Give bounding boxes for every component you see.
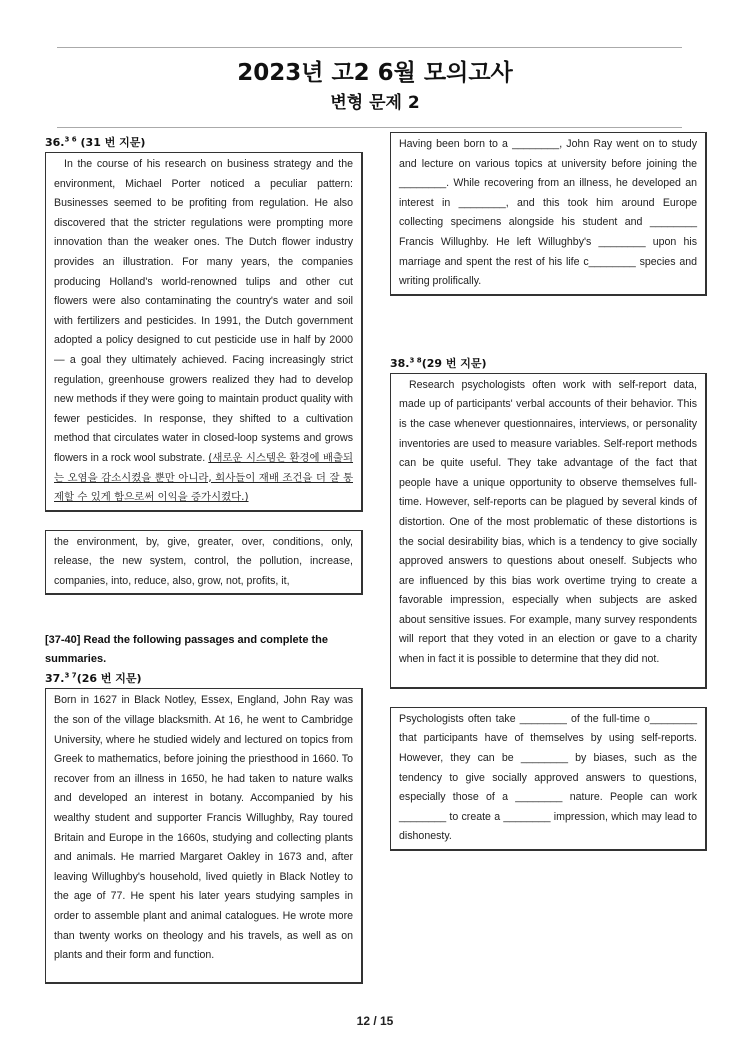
question-38-passage [390, 373, 707, 689]
korean-translation: (새로운 시스템은 환경에 배출되는 오염을 감소시켰을 뿐만 아니라, 회사들이 재배 조건을 더 잘 통제할 수 있게 함으로써 이익을 증가시켰다.) [54, 451, 354, 504]
question-37-heading [45, 671, 363, 686]
question-38-summary [390, 707, 707, 851]
instructions-37-40: [37-40] Read the following passages and complete the summaries. [45, 634, 329, 666]
summary-text: Psychologists often take ________ of the full-time o________ that participants have of themselves by using self-reports. However, they can be ________ by biases, such as the tendency to give socially approved answers to questions, especially those of a ________ nature. People can work ________ to create a ________ impression, which may lead to dishonesty. [399, 712, 697, 843]
passage-text: Born in 1627 in Black Notley, Essex, England, John Ray was the son of the village blacksmith. At 16, he went to Cambridge University, where he studied widely and lectured on topics from Greek to mathematics, before joining the priesthood in 1660. To recover from an illness in 1650, he had taken to nature walks and developed an interest in botany. Accompanied by his wealthy student and supporter Francis Willughby, Ray toured Britain and Europe in the 1660s, studying and collecting plants and animals. He married Margaret Oakley in 1673 and, after leaving Willughby's household, lived quietly in Black Notley to the age of 77. He spent his later years studying samples in order to assemble plant and animal catalogues. He wrote more than twenty works on theology and his travels, as well as on plants and their form and function. [54, 694, 353, 962]
question-36-passage [45, 152, 363, 512]
question-source: (26 번 지문) [76, 672, 142, 686]
summary-text: Having been born to a ________, John Ray went on to study and lecture on various topics at university before joining the ________. While recovering from an illness, he developed an interest in ________, and this took him around Europe collecting specimens alongside his student and ________ Francis Willughby. He left Willughby's ________ upon his marriage and spent the rest of his life c________ species and writing prolifically. [399, 138, 697, 288]
question-37-summary [390, 132, 707, 296]
question-source: (29 번 지문) [421, 356, 487, 370]
passage-text: Research psychologists often work with self-report data, made up of participants' verbal accounts of their behavior. This is the case whenever questionnaires, interviews, or personality inventories are used to measure variables. Self-report methods can be quite useful. They take advantage of the fact that people have a unique opportunity to observe themselves full-time. However, self-reports can be plagued by several kinds of distortion. One of the most problematic of these distortions is the social desirability bias, which is a tendency to give socially approved answers to questions about oneself. Subjects who are influenced by this bias work overtime trying to create a favorable impression, especially when subjects are asked about sensitive issues. For example, many survey respondents will report that they voted in an election or gave to a charity when in fact it is possible to determine that they did not. [399, 378, 697, 666]
right-column [390, 132, 707, 851]
question-36-heading [45, 135, 363, 150]
question-source: (31 번 지문) [80, 136, 146, 149]
question-sup: 3 6 [64, 135, 77, 144]
question-36-word-bank [45, 530, 363, 596]
question-sup: 3 7 [64, 671, 77, 680]
page-title: 2023년 고2 6월 모의고사 [237, 60, 513, 86]
page-subtitle: 변형 문제 2 [330, 93, 420, 113]
question-37-passage [45, 688, 363, 984]
word-bank-text: the environment, by, give, greater, over, conditions, only, release, the new system, control, the pollution, increase, companies, into, reduce, also, grow, not, profits, it, [54, 535, 353, 587]
question-number: 36. [45, 136, 65, 149]
question-sup: 3 8 [409, 356, 422, 365]
page-number: 12 / 15 [356, 1014, 394, 1028]
question-38-heading [390, 356, 707, 371]
left-column [45, 132, 363, 984]
passage-text: In the course of his research on business strategy and the environment, Michael Porter noticed a peculiar pattern: Businesses seemed to be profiting from regulation. He also discovered that the stricter regulations were prompting more innovation than the weaker ones. The Dutch flower industry provides an illustration. For many years, the companies producing Holland's world-renowned tulips and other cut flowers were also contaminating the country's water and soil with fertilizers and pesticides. In 1991, the Dutch government adopted a policy designed to cut pesticide use in half by 2000 — a goal they ultimately achieved. Facing increasingly strict regulation, greenhouse growers realized they had to develop new methods if they were going to maintain product quality with fewer pesticides. In response, they shifted to a cultivation method that circulates water in closed-loop systems and grows flowers in a rock wool substrate. [54, 158, 353, 464]
question-number: 38. [390, 356, 410, 370]
question-number: 37. [45, 672, 65, 686]
